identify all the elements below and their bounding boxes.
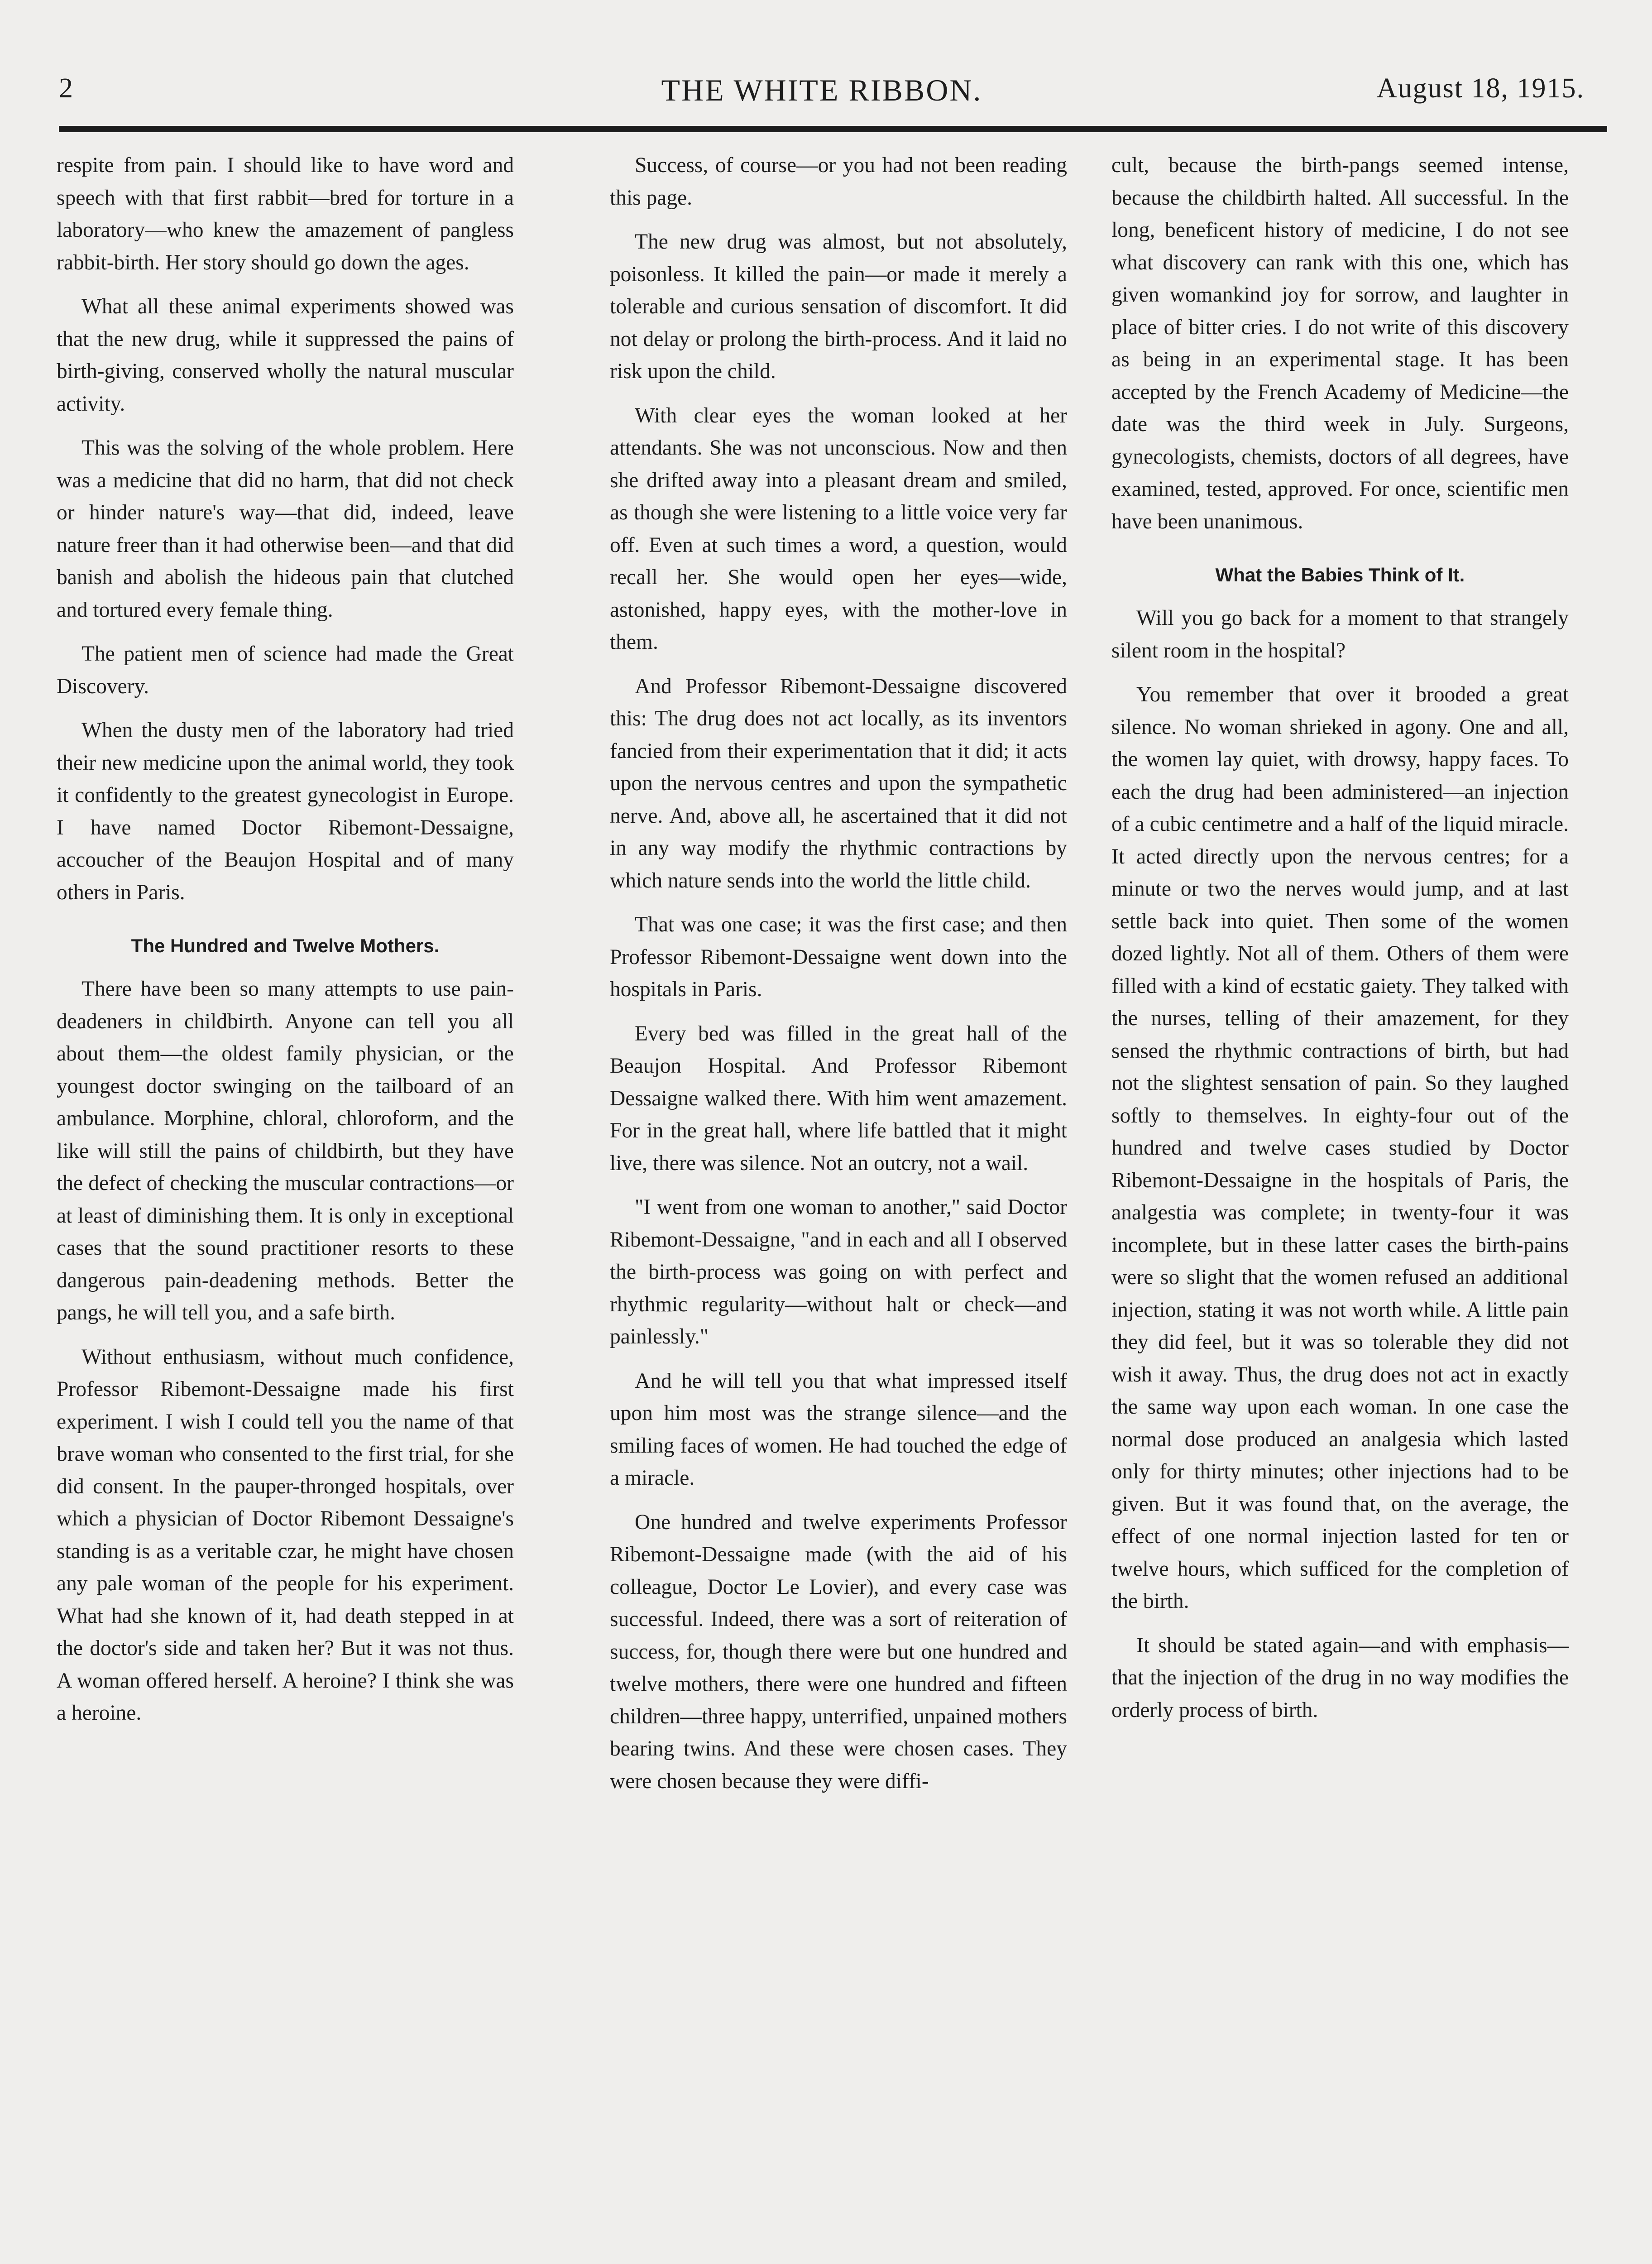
paragraph: It should be stated again—and with emphasis—that the injection of the drug in no way modifies the orderly process of birth.	[1111, 1633, 1569, 1722]
paragraph: When the dusty men of the laboratory had tried their new medicine upon the animal world, they took it confidently to the greatest gynecologist in Europe. I have named Doctor Ribemont-Dessaigne, accoucher of the Beaujon Hospital and of many others in Paris.	[57, 719, 514, 904]
column-1	[57, 149, 514, 1741]
paragraph: Without enthusiasm, without much confidence, Professor Ribemont-Dessaigne made his first experiment. I wish I could tell you the name of that brave woman who consented to the first trial, for she did consent. In the pauper-thronged hospitals, over which a physician of Doctor Ribemont Dessaigne's standing is as a veritable czar, he might have chosen any pale woman of the people for his experiment. What had she known of it, had death stepped in at the doctor's side and taken her? But it was not thus. A woman offered herself. A heroine? I think she was a heroine.	[57, 1345, 514, 1725]
column-2	[610, 149, 1067, 1809]
header-rule	[59, 126, 1607, 132]
paragraph: And he will tell you that what impressed itself upon him most was the strange silence—and the smiling faces of women. He had touched the edge of a miracle.	[610, 1369, 1067, 1490]
paragraph: "I went from one woman to another," said Doctor Ribemont-Dessaigne, "and in each and all I observed the birth-process was going on with perfect and rhythmic regularity—without halt or check—and painlessly."	[610, 1195, 1067, 1348]
paragraph: This was the solving of the whole problem. Here was a medicine that did no harm, that did not check or hinder nature's way—that did, indeed, leave nature freer than it had otherwise been—and that did banish and abolish the hideous pain that clutched and tortured every female thing.	[57, 436, 514, 622]
section-heading: The Hundred and Twelve Mothers.	[131, 935, 440, 956]
paragraph: One hundred and twelve experiments Professor Ribemont-Dessaigne made (with the aid of his colleague, Doctor Le Lovier), and every case was successful. Indeed, there was a sort of reiteration of success, for, though there were but one hundred and twelve mothers, there were one hundred and fifteen children—three happy, unterrified, unpained mothers bearing twins. And these were chosen cases. They were chosen because they were diffi-	[610, 1510, 1067, 1793]
paragraph: You remember that over it brooded a great silence. No woman shrieked in agony. One and all, the women lay quiet, with drowsy, happy faces. To each the drug had been administered—an injection of a cubic centimetre and a half of the liquid miracle. It acted directly upon the nervous centres; for a minute or two the nerves would jump, and at last settle back into quiet. Then some of the women dozed lightly. Not all of them. Others of them were filled with a kind of ecstatic gaiety. They talked with the nurses, telling of their amazement, for they sensed the rhythmic contractions of birth, but had not the slightest sensation of pain. So they laughed softly to themselves. In eighty-four out of the hundred and twelve cases studied by Doctor Ribemont-Dessaigne in the hospitals of Paris, the analgestia was complete; in twenty-four it was incomplete, but in these latter cases the birth-pains were so slight that the women refused an additional injection, stating it was not worth while. A little pain they did feel, but it was so tolerable they did not wish it away. Thus, the drug does not act in exactly the same way upon each woman. In one case the normal dose produced an analgesia which lasted only for thirty minutes; other injections had to be given. But it was found that, on the average, the effect of one normal injection lasted for ten or twelve hours, which sufficed for the completion of the birth.	[1111, 683, 1569, 1613]
paragraph: cult, because the birth-pangs seemed intense, because the childbirth halted. All successful. In the long, beneficent history of medicine, I do not see what discovery can rank with this one, which has given womankind joy for sorrow, and laughter in place of bitter cries. I do not write of this discovery as being in an experimental stage. It has been accepted by the French Academy of Medicine—the date was the third week in July. Surgeons, gynecologists, chemists, doctors of all degrees, have examined, tested, approved. For once, scientific men have been unanimous.	[1111, 153, 1569, 533]
paragraph: There have been so many attempts to use pain-deadeners in childbirth. Anyone can tell you all about them—the oldest family physician, or the youngest doctor swinging on the tailboard of an ambulance. Morphine, chloral, chloroform, and the like will still the pains of childbirth, but they have the defect of checking the muscular contractions—or at least of diminishing them. It is only in exceptional cases that the sound practitioner resorts to these dangerous pain-deadening methods. Better the pangs, he will tell you, and a safe birth.	[57, 977, 514, 1324]
paragraph: respite from pain. I should like to have word and speech with that first rabbit—bred for torture in a laboratory—who knew the amazement of pangless rabbit-birth. Her story should go down the ages.	[57, 153, 514, 274]
section-heading: What the Babies Think of It.	[1215, 564, 1465, 585]
paragraph: With clear eyes the woman looked at her attendants. She was not unconscious. Now and then she drifted away into a pleasant dream and smiled, as though she were listening to a little voice very far off. Even at such times a word, a question, would recall her. She would open her eyes—wide, astonished, happy eyes, with the mother-love in them.	[610, 403, 1067, 654]
issue-date: August 18, 1915.	[1376, 73, 1585, 104]
paragraph: And Professor Ribemont-Dessaigne discovered this: The drug does not act locally, as its inventors fancied from their experimentation that it did; it acts upon the nervous centres and upon the sympathetic nerve. And, above all, he ascertained that it did not in any way modify the rhythmic contractions by which nature sends into the world the little child.	[610, 674, 1067, 892]
column-3	[1111, 149, 1569, 1738]
paragraph: That was one case; it was the first case; and then Professor Ribemont-Dessaigne went down into the hospitals in Paris.	[610, 913, 1067, 1001]
paragraph: Will you go back for a moment to that strangely silent room in the hospital?	[1111, 606, 1569, 662]
paragraph: The patient men of science had made the Great Discovery.	[57, 642, 514, 698]
paragraph: What all these animal experiments showed was that the new drug, while it suppressed the pains of birth-giving, conserved wholly the natural muscular activity.	[57, 295, 514, 416]
paragraph: Every bed was filled in the great hall of the Beaujon Hospital. And Professor Ribemont Dessaigne walked there. With him went amazement. For in the great hall, where life battled that it might live, there was silence. Not an outcry, not a wail.	[610, 1022, 1067, 1175]
masthead: THE WHITE RIBBON.	[661, 73, 982, 107]
paragraph: Success, of course—or you had not been reading this page.	[610, 153, 1067, 210]
page-number: 2	[59, 73, 73, 104]
page-header	[59, 68, 1585, 118]
paragraph: The new drug was almost, but not absolutely, poisonless. It killed the pain—or made it merely a tolerable and curious sensation of discomfort. It did not delay or prolong the birth-process. And it laid no risk upon the child.	[610, 230, 1067, 383]
